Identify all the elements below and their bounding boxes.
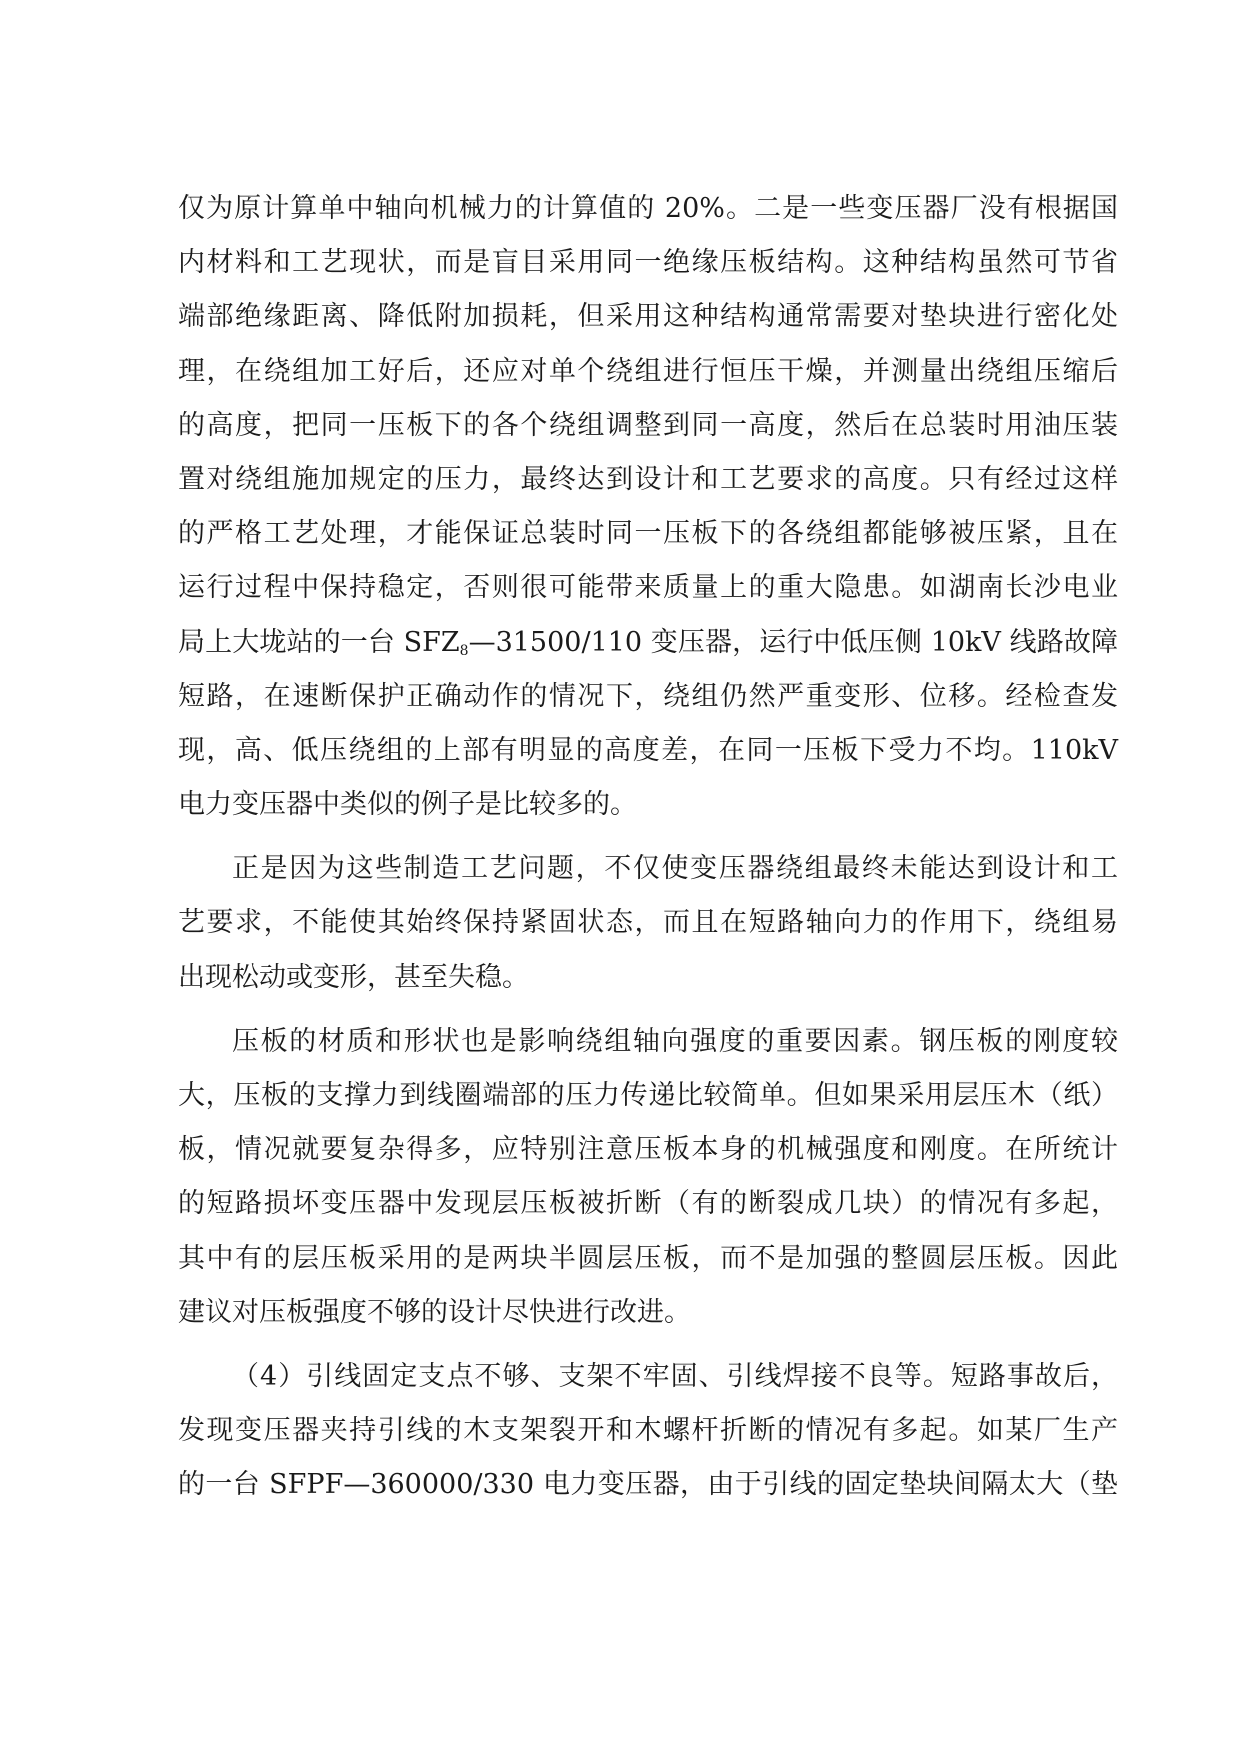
text-line: 理，在绕组加工好后，还应对单个绕组进行恒压干燥，并测量出绕组压缩后 [178,355,1118,387]
text-line: 发现变压器夹持引线的木支架裂开和木螺杆折断的情况有多起。如某厂生产 [178,1415,1118,1447]
paragraph-gap [178,1340,1118,1350]
text-line: 的一台 SFPF—360000/330 电力变压器，由于引线的固定垫块间隔太大（垫 [178,1469,1118,1501]
text-line: 建议对压板强度不够的设计尽快进行改进。 [178,1296,691,1328]
text-line: 运行过程中保持稳定，否则很可能带来质量上的重大隐患。如湖南长沙电业 [178,572,1118,604]
text-line-with-subscript: 局上大垅站的一台 $SFZ_8—31500/110$ 变压器，运行中低压侧 10kV 线路故障 [178,626,1118,659]
text-line: 的严格工艺处理，才能保证总装时同一压板下的各绕组都能够被压紧，且在 [178,518,1118,550]
body-text [178,182,1118,1513]
text-line: 短路，在速断保护正确动作的情况下，绕组仍然严重变形、位移。经检查发 [178,680,1118,712]
text-line: 压板的材质和形状也是影响绕组轴向强度的重要因素。钢压板的刚度较 [232,1025,1118,1057]
paragraph-1 [178,182,1118,832]
text-line: 板，情况就要复杂得多，应特别注意压板本身的机械强度和刚度。在所统计 [178,1134,1118,1166]
text-line: 端部绝缘距离、降低附加损耗，但采用这种结构通常需要对垫块进行密化处 [178,301,1118,333]
text-line: 电力变压器中类似的例子是比较多的。 [178,789,637,821]
paragraph-gap [178,1005,1118,1015]
paragraph-3 [178,1015,1118,1340]
paragraph-gap [178,832,1118,842]
model-subscript: 8 [459,642,469,659]
paragraph-2 [178,842,1118,1005]
text-line: 现，高、低压绕组的上部有明显的高度差，在同一压板下受力不均。110kV [178,734,1118,766]
text-line: 大，压板的支撑力到线圈端部的压力传递比较简单。但如果采用层压木（纸） [178,1080,1118,1111]
text-line: 艺要求，不能使其始终保持紧固状态，而且在短路轴向力的作用下，绕组易 [178,907,1118,939]
text-line: 其中有的层压板采用的是两块半圆层压板，而不是加强的整圆层压板。因此 [178,1242,1118,1274]
text-line: （4）引线固定支点不够、支架不牢固、引线焊接不良等。短路事故后， [232,1360,1118,1392]
text-line: 正是因为这些制造工艺问题，不仅使变压器绕组最终未能达到设计和工 [232,853,1118,885]
text-line: 内材料和工艺现状，而是盲目采用同一绝缘压板结构。这种结构虽然可节省 [178,247,1118,279]
text-line: 仅为原计算单中轴向机械力的计算值的 20%。二是一些变压器厂没有根据国 [178,193,1118,224]
text-line: 的短路损坏变压器中发现层压板被折断（有的断裂成几块）的情况有多起， [178,1188,1118,1220]
text-line: 的高度，把同一压板下的各个绕组调整到同一高度，然后在总装时用油压装 [178,409,1118,441]
text-line: 置对绕组施加规定的压力，最终达到设计和工艺要求的高度。只有经过这样 [178,463,1118,495]
text-line: 出现松动或变形，甚至失稳。 [178,961,529,993]
paragraph-4 [178,1350,1118,1513]
